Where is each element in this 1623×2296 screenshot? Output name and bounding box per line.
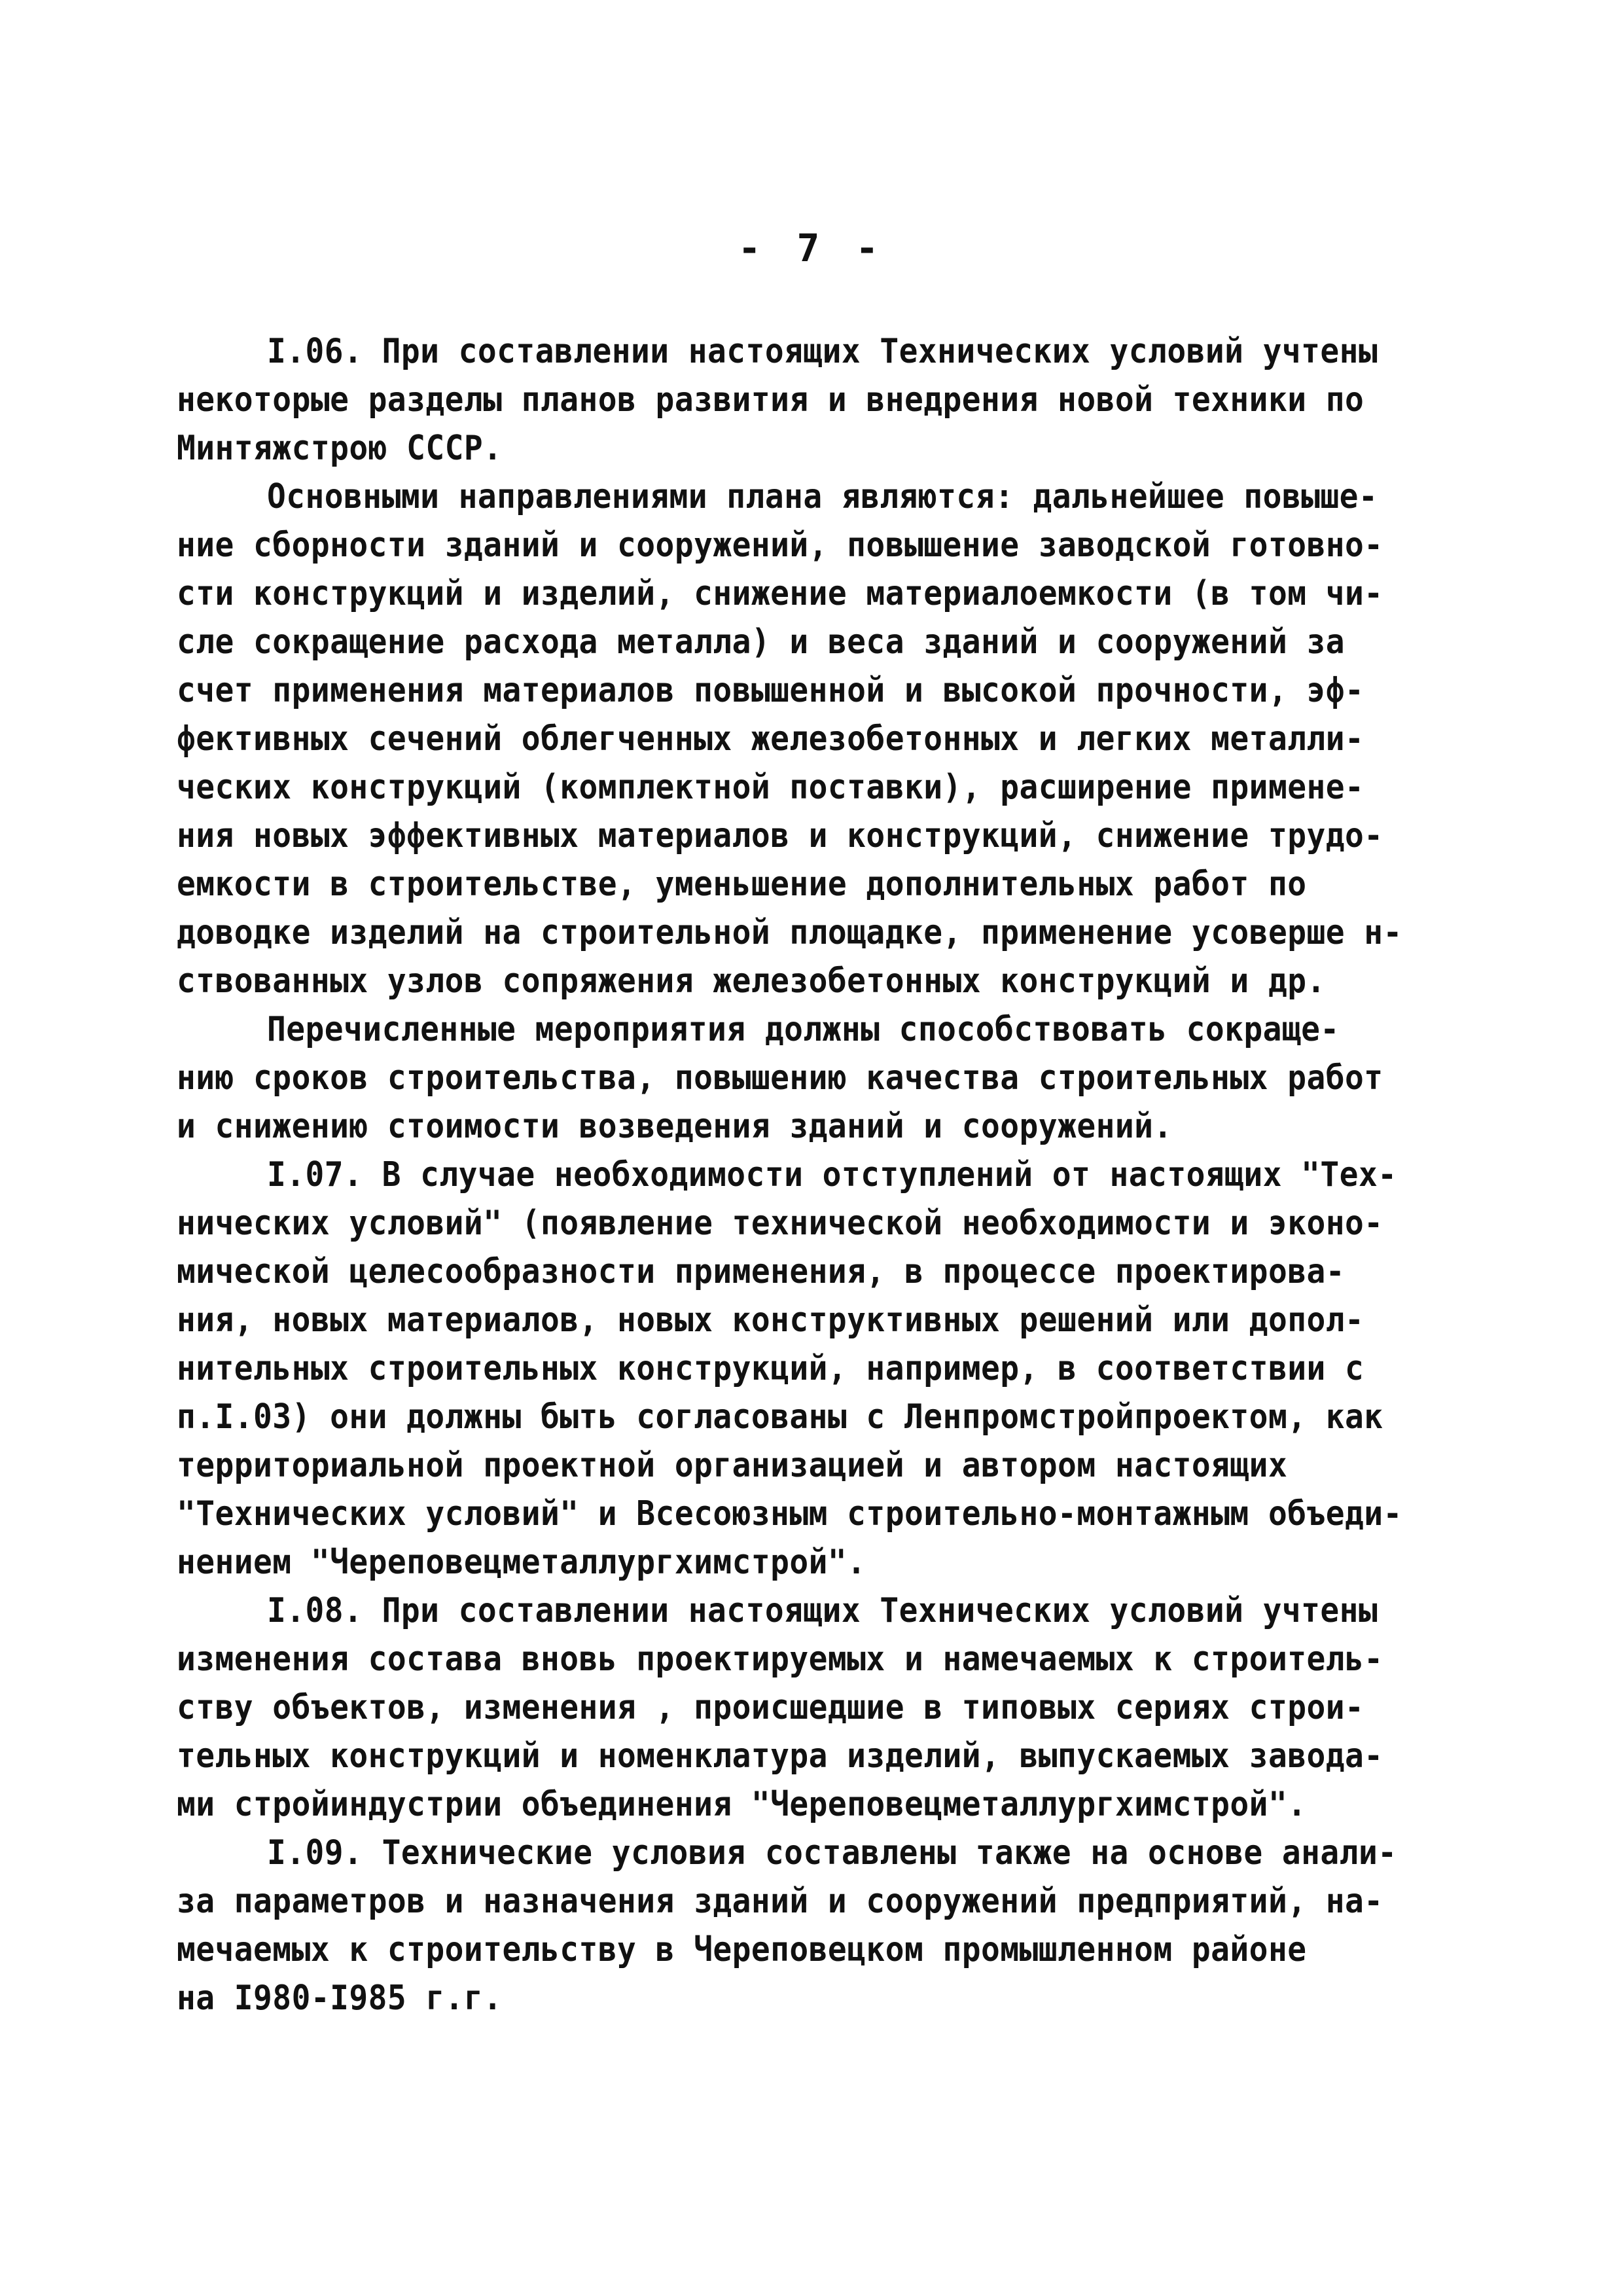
text-line: территориальной проектной организацией и автором настоящих	[177, 1446, 1288, 1485]
text-line: сти конструкций и изделий, снижение материалоемкости (в том чи-	[177, 574, 1383, 613]
text-line: нением "Череповецметаллургхимстрой".	[177, 1543, 866, 1582]
text-line: "Технических условий" и Всесоюзным строительно-монтажным объеди-	[177, 1494, 1402, 1534]
body-text	[177, 327, 1486, 2022]
text-line: изменения состава вновь проектируемых и намечаемых к строитель-	[177, 1640, 1383, 1679]
text-line: Основными направлениями плана являются: дальнейшее повыше-	[267, 477, 1378, 516]
text-line: ния, новых материалов, новых конструктивных решений или допол-	[177, 1300, 1364, 1340]
text-line: счет применения материалов повышенной и высокой прочности, эф-	[177, 671, 1364, 710]
text-line: нительных строительных конструкций, например, в соответствии с	[177, 1349, 1364, 1388]
page-number: - 7 -	[738, 226, 885, 270]
text-line: I.08. При составлении настоящих Технических условий учтены	[267, 1591, 1378, 1630]
text-line: мечаемых к строительству в Череповецком промышленном районе	[177, 1930, 1307, 1969]
text-line: ствованных узлов сопряжения железобетонных конструкций и др.	[177, 961, 1326, 1001]
text-line: нических условий" (появление технической необходимости и эконо-	[177, 1204, 1383, 1243]
text-line: Перечисленные мероприятия должны способствовать сокраще-	[267, 1010, 1340, 1049]
text-line: емкости в строительстве, уменьшение дополнительных работ по	[177, 865, 1307, 904]
text-line: I.09. Технические условия составлены также на основе анали-	[267, 1833, 1397, 1873]
text-line: тельных конструкций и номенклатура изделий, выпускаемых заводa-	[177, 1736, 1383, 1776]
text-line: за параметров и назначения зданий и сооружений предприятий, на-	[177, 1882, 1383, 1921]
text-line: ческих конструкций (комплектной поставки), расширение примене-	[177, 768, 1364, 807]
text-line: некоторые разделы планов развития и внедрения новой техники по	[177, 380, 1364, 420]
text-line: сле сокращение расхода металла) и веса зданий и сооружений за	[177, 622, 1346, 662]
text-line: п.I.03) они должны быть согласованы с Ленпромстройпроектом, как	[177, 1397, 1383, 1437]
text-line: ству объектов, изменения , происшедшие в типовых сериях строи-	[177, 1688, 1364, 1727]
text-line: Минтяжстрою СССР.	[177, 429, 503, 468]
text-line: фективных сечений облегченных железобетонных и легких металли-	[177, 719, 1364, 759]
text-line: ние сборности зданий и сооружений, повышение заводской готовно-	[177, 526, 1383, 565]
text-line: I.06. При составлении настоящих Технических условий учтены	[267, 332, 1378, 371]
text-line: ми стройиндустрии объединения "Череповецметаллургхимстрой".	[177, 1785, 1307, 1824]
text-line: ния новых эффективных материалов и конструкций, снижение трудо-	[177, 816, 1383, 855]
text-line: нию сроков строительства, повышению качества строительных работ	[177, 1058, 1383, 1098]
text-line: мической целесообразности применения, в процессе проектирова-	[177, 1252, 1346, 1291]
text-line: I.07. В случае необходимости отступлений от настоящих "Тех-	[267, 1155, 1397, 1194]
text-line: доводке изделий на строительной площадке, применение усоверше н-	[177, 913, 1402, 952]
text-line: и снижению стоимости возведения зданий и сооружений.	[177, 1107, 1173, 1146]
text-line: на I980-I985 г.г.	[177, 1979, 503, 2018]
